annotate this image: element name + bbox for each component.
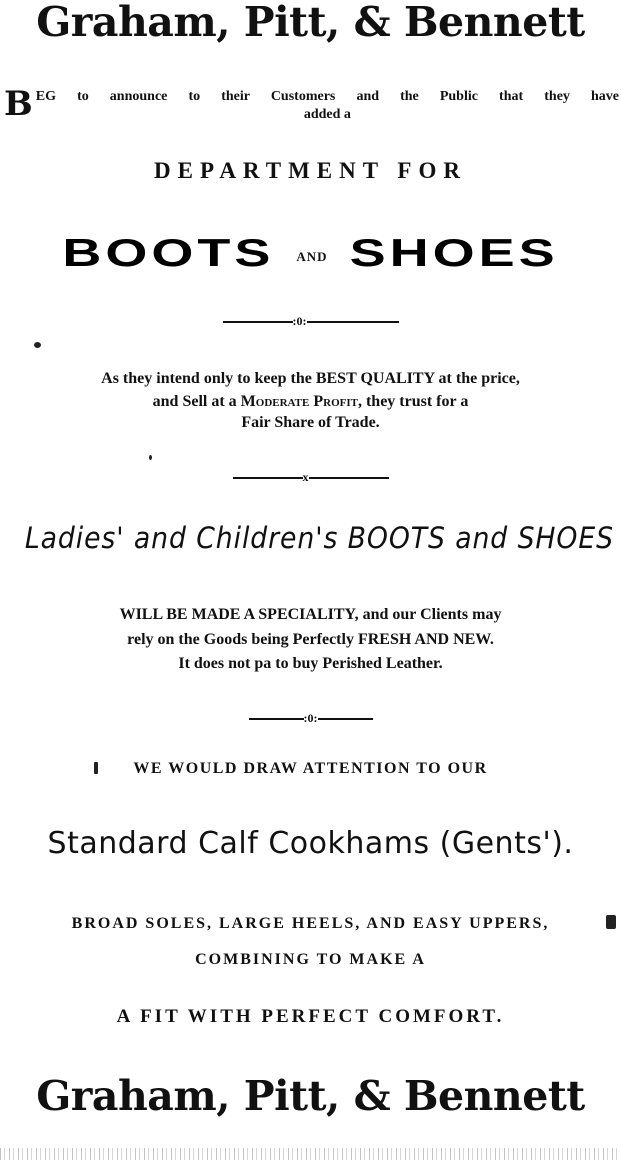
attention-line: WE WOULD DRAW ATTENTION TO OUR [133, 760, 488, 777]
ink-speck [149, 455, 152, 460]
ink-speck [34, 342, 41, 348]
ink-speck [606, 915, 616, 929]
rule-dash-left [233, 477, 303, 479]
rule-dash-left [249, 718, 304, 720]
boots-word: BOOTS [62, 231, 275, 275]
features-line-2: COMBINING TO MAKE A [195, 951, 426, 968]
ladies-heading: Ladies' and Children's BOOTS and SHOES [24, 521, 614, 555]
rule-mark: :0: [303, 711, 318, 725]
shoes-word: SHOES [349, 231, 559, 275]
department-label: DEPARTMENT FOR [154, 158, 467, 183]
print-grain-strip [0, 1148, 621, 1160]
speciality-line-3: It does not pa to buy Perished Leather. [178, 655, 443, 672]
quality-line-2-smallcaps: Moderate Profit, [240, 393, 362, 410]
quality-line-2 [0, 391, 621, 412]
and-word: AND [296, 248, 328, 264]
rule-mark: x [302, 470, 309, 484]
product-name: Standard Calf Cookhams (Gents'). [47, 826, 574, 861]
quality-line-2-pre: and Sell at a [152, 393, 237, 410]
rule-mark: :0: [292, 314, 307, 328]
intro-paragraph [4, 84, 619, 124]
ink-speck [94, 762, 98, 774]
footer-firm-name: Graham, Pitt, & Bennett [36, 1072, 585, 1120]
intro-line-2: added a [303, 107, 351, 122]
intro-drop-cap: B [4, 84, 33, 124]
quality-line-3: Fair Share of Trade. [241, 414, 380, 431]
rule-dash-left [223, 321, 293, 323]
quality-line-2-post: they trust for a [365, 393, 469, 410]
divider-rule-3 [0, 711, 621, 726]
header-firm-name: Graham, Pitt, & Bennett [36, 0, 585, 46]
features-line-3: A FIT WITH PERFECT COMFORT. [116, 1006, 505, 1027]
rule-dash-right [318, 718, 373, 720]
divider-rule-1 [0, 314, 621, 329]
speciality-line-2: rely on the Goods being Perfectly FRESH AND NEW. [127, 631, 494, 648]
quality-line-1: As they intend only to keep the BEST QUALITY at the price, [101, 370, 520, 387]
speciality-line-1: WILL BE MADE A SPECIALITY, and our Clients may [119, 606, 502, 623]
intro-line-1: EG to announce to their Customers and the Public that they have [35, 89, 619, 104]
divider-rule-2 [0, 470, 621, 485]
boots-and-shoes-heading [0, 222, 621, 284]
rule-dash-right [307, 321, 399, 323]
rule-dash-right [309, 477, 389, 479]
features-line-1: BROAD SOLES, LARGE HEELS, AND EASY UPPERS, [71, 915, 550, 932]
